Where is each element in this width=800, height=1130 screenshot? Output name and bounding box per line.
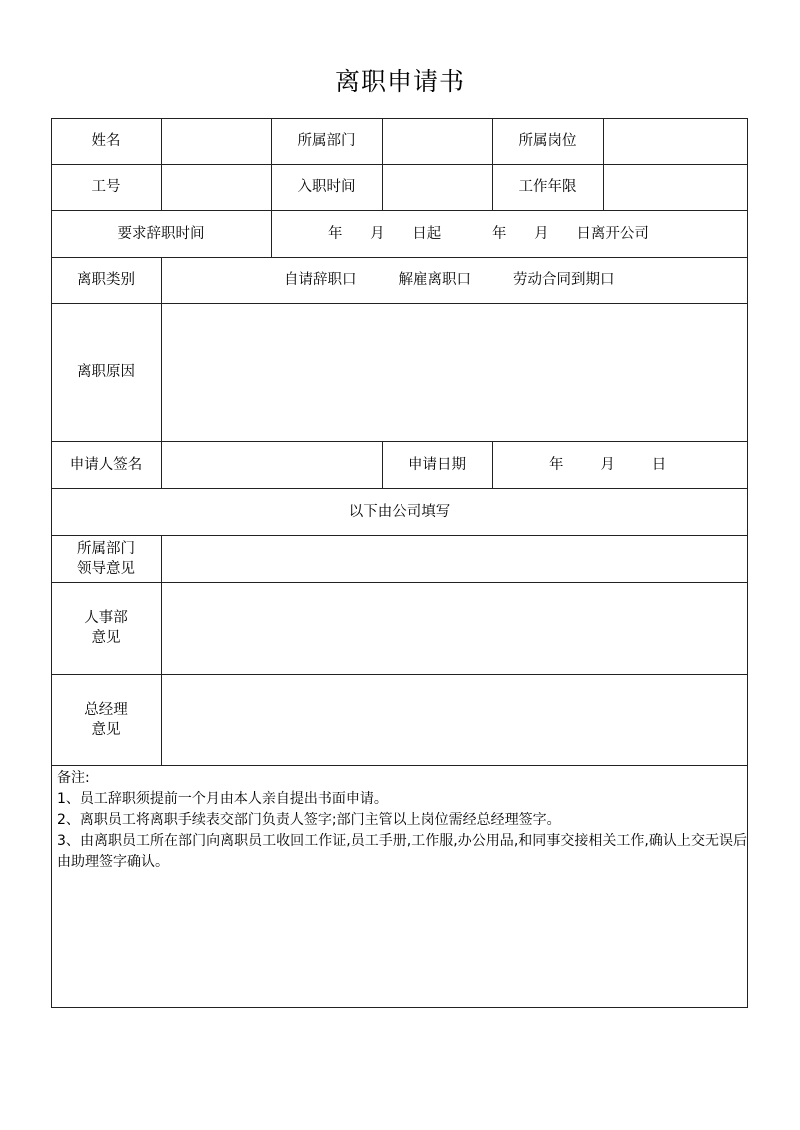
hr-label-line1: 人事部 [84, 610, 128, 626]
remark-item: 3、由离职员工所在部门向离职员工收回工作证,员工手册,工作服,办公用品,和同事交接相关工作,确认上交无误后由助理签字确认。 [57, 833, 747, 870]
join-date-field[interactable] [382, 164, 492, 210]
applicant-signature-field[interactable] [161, 441, 382, 488]
contract-expiry-checkbox[interactable]: 劳动合同到期口 [513, 272, 615, 288]
dept-leader-label-line2: 领导意见 [77, 560, 135, 577]
resign-time-field[interactable]: 年 月 日起 年 月 日离开公司 [328, 225, 649, 242]
company-section-heading: 以下由公司填写 [348, 503, 451, 520]
employee-id-label: 工号 [91, 179, 121, 195]
remarks-heading: 备注: [57, 770, 90, 786]
hr-label-line2: 意见 [91, 630, 121, 646]
remarks-section [57, 768, 747, 873]
resign-reason-label: 离职原因 [77, 364, 135, 380]
remark-item: 2、离职员工将离职手续表交部门负责人签字;部门主管以上岗位需经总经理签字。 [57, 812, 561, 828]
applicant-signature-label: 申请人签名 [69, 456, 143, 473]
gm-label-line1: 总经理 [84, 701, 128, 718]
work-years-field[interactable] [603, 164, 748, 210]
resign-type-label: 离职类别 [77, 272, 135, 288]
name-field[interactable] [161, 118, 271, 164]
hr-opinion-label [51, 582, 161, 674]
post-label: 所属岗位 [518, 133, 577, 149]
gm-opinion-label [51, 674, 161, 765]
join-date-label: 入职时间 [297, 179, 356, 195]
work-years-label: 工作年限 [518, 179, 577, 195]
resign-reason-field[interactable] [161, 303, 748, 441]
apply-date-label: 申请日期 [408, 456, 466, 473]
employee-id-field[interactable] [161, 164, 271, 210]
self-resign-checkbox[interactable]: 自请辞职口 [284, 272, 357, 288]
row-divider [51, 765, 748, 766]
hr-opinion-field[interactable] [161, 582, 748, 674]
resign-type-options [161, 257, 748, 303]
name-label: 姓名 [91, 133, 121, 149]
apply-date-field[interactable]: 年 月 日 [549, 456, 667, 473]
post-field[interactable] [603, 118, 748, 164]
department-field[interactable] [382, 118, 492, 164]
dept-leader-label-line1: 所属部门 [77, 540, 135, 557]
remark-item: 1、员工辞职须提前一个月由本人亲自提出书面申请。 [57, 791, 388, 807]
dept-leader-opinion-field[interactable] [161, 535, 748, 582]
department-label: 所属部门 [297, 133, 356, 149]
resign-time-label: 要求辞职时间 [117, 225, 205, 242]
gm-label-line2: 意见 [91, 721, 121, 738]
gm-opinion-field[interactable] [161, 674, 748, 765]
dept-leader-opinion-label [51, 535, 161, 582]
document-title: 离职申请书 [334, 67, 465, 96]
dismissal-checkbox[interactable]: 解雇离职口 [398, 272, 471, 288]
